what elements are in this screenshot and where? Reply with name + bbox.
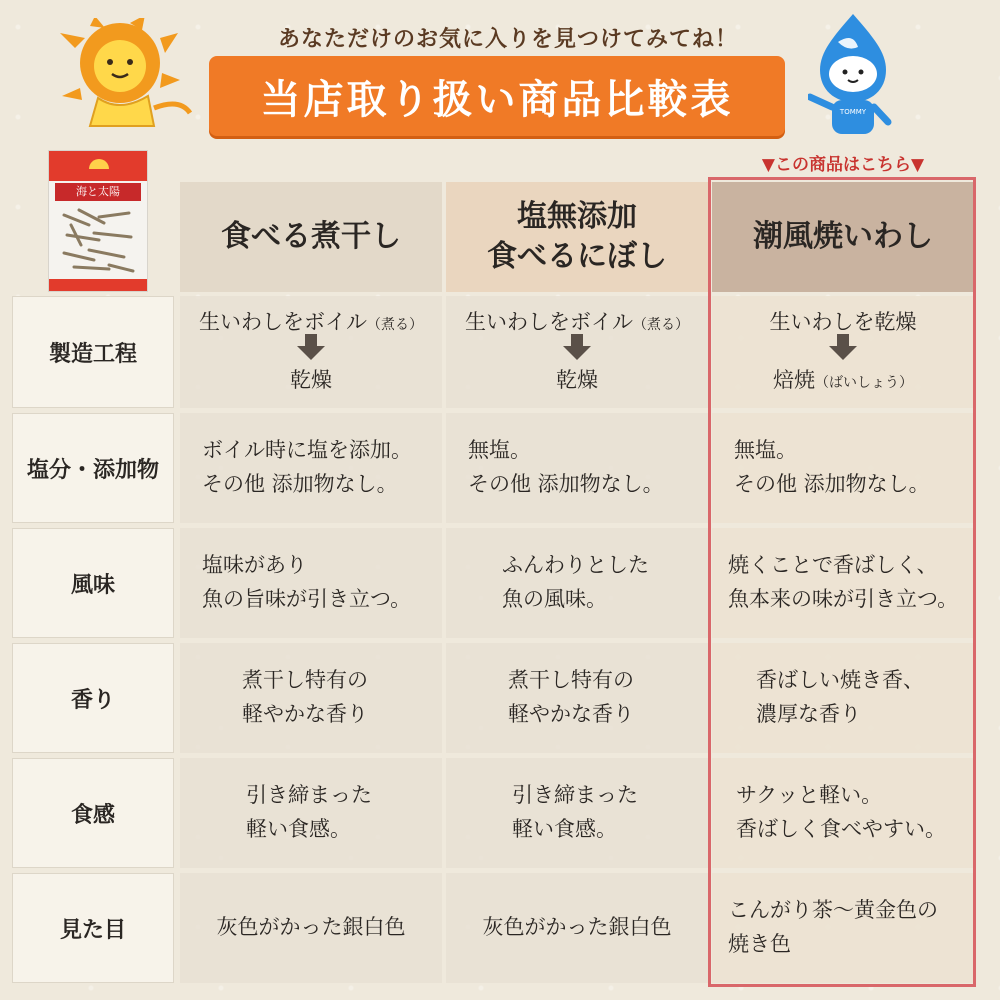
cell-line1: 灰色がかった銀白色 xyxy=(216,915,406,940)
cell-line2: 魚の旨味が引き立つ。 xyxy=(202,587,412,611)
table-cell xyxy=(712,643,974,753)
cell-note: （ばいしょう） xyxy=(815,375,913,391)
table-cell xyxy=(446,413,708,523)
down-arrow-icon xyxy=(297,346,325,360)
cell-line1: 生いわしをボイル xyxy=(199,310,367,335)
table-cell xyxy=(712,296,974,408)
row-label-texture: 食感 xyxy=(12,758,174,868)
cell-line1: 煮干し特有の xyxy=(508,668,634,693)
cell-line2: 軽やかな香り xyxy=(508,702,634,726)
cell-text xyxy=(773,364,913,398)
product-package-image xyxy=(48,150,148,292)
table-cell xyxy=(180,873,442,983)
cell-line1: 塩味があり xyxy=(202,553,307,578)
row-label-aroma: 香り xyxy=(12,643,174,753)
row-label-salt-additives: 塩分・添加物 xyxy=(12,413,174,523)
column-header-2-line1: 塩無添加 xyxy=(517,198,637,234)
lion-mascot-icon xyxy=(50,18,205,133)
cell-line2: 軽い食感。 xyxy=(512,817,617,841)
cell-line2: その他 添加物なし。 xyxy=(734,472,930,496)
subtitle: あなただけのお気に入りを見つけてみてね！ xyxy=(277,27,738,52)
table-cell xyxy=(180,643,442,753)
cell-line1: 無塩。 xyxy=(468,438,531,463)
table-cell xyxy=(446,528,708,638)
cell-line2: 濃厚な香り xyxy=(756,702,861,726)
table-cell xyxy=(180,528,442,638)
cell-line1: 灰色がかった銀白色 xyxy=(482,915,672,940)
cell-line1: 煮干し特有の xyxy=(242,668,368,693)
cell-line2: その他 添加物なし。 xyxy=(202,472,398,496)
cell-line1: 生いわしを乾燥 xyxy=(769,310,917,335)
table-cell xyxy=(712,873,974,983)
cell-line2: 乾燥 xyxy=(556,368,598,392)
table-cell xyxy=(712,413,974,523)
highlight-note: ▼この商品はこちら▼ xyxy=(761,155,925,175)
row-label-flavor: 風味 xyxy=(12,528,174,638)
cell-line1: こんがり茶〜黄金色の xyxy=(728,898,938,923)
mascot-badge: TOMMY xyxy=(839,108,867,116)
column-header-3-line1: 潮風焼いわし xyxy=(753,218,933,254)
dried-fish-icon xyxy=(59,205,137,275)
column-header-1 xyxy=(180,182,442,292)
row-label-appearance: 見た目 xyxy=(12,873,174,983)
table-cell xyxy=(712,528,974,638)
table-cell xyxy=(180,413,442,523)
column-header-2-line2: 食べるにぼし xyxy=(487,239,667,274)
cell-note: （煮る） xyxy=(367,317,423,334)
column-header-1-line1: 食べる煮干し xyxy=(221,218,401,254)
cell-line2: 魚本来の味が引き立つ。 xyxy=(728,587,959,611)
row-label-process: 製造工程 xyxy=(12,296,174,408)
table-cell xyxy=(180,296,442,408)
table-cell xyxy=(712,758,974,868)
water-drop-mascot-icon xyxy=(808,12,898,142)
cell-line1: サクッと軽い。 xyxy=(736,783,883,808)
cell-line2: 魚の風味。 xyxy=(502,587,607,611)
table-cell xyxy=(446,758,708,868)
cell-note: （煮る） xyxy=(633,317,689,334)
cell-line2: 軽やかな香り xyxy=(242,702,368,726)
cell-line2: その他 添加物なし。 xyxy=(468,472,664,496)
cell-line1: ボイル時に塩を添加。 xyxy=(202,438,412,463)
table-cell xyxy=(446,643,708,753)
page-title: 当店取り扱い商品比較表 xyxy=(260,76,734,123)
title-banner xyxy=(209,56,785,136)
cell-line1: ふんわりとした xyxy=(502,553,649,578)
table-cell xyxy=(446,296,708,408)
cell-line1: 無塩。 xyxy=(734,438,797,463)
table-cell xyxy=(446,873,708,983)
cell-line1: 引き締まった xyxy=(246,783,372,808)
cell-line1: 生いわしをボイル xyxy=(465,310,633,335)
cell-line2: 軽い食感。 xyxy=(246,817,351,841)
cell-line1: 香ばしい焼き香、 xyxy=(756,668,924,693)
column-header-3 xyxy=(712,182,974,292)
cell-line1: 焼くことで香ばしく、 xyxy=(728,553,938,578)
down-arrow-icon xyxy=(829,346,857,360)
column-header-2 xyxy=(446,182,708,292)
down-arrow-icon xyxy=(563,346,591,360)
cell-line2: 焙焼 xyxy=(773,368,815,392)
package-bottom-band xyxy=(49,279,147,291)
cell-line1: 引き締まった xyxy=(512,783,638,808)
cell-line2: 乾燥 xyxy=(290,368,332,392)
cell-line2: 焼き色 xyxy=(728,932,791,956)
package-label: 海と太陽 xyxy=(55,183,141,201)
cell-line2: 香ばしく食べやすい。 xyxy=(736,817,946,841)
table-cell xyxy=(180,758,442,868)
